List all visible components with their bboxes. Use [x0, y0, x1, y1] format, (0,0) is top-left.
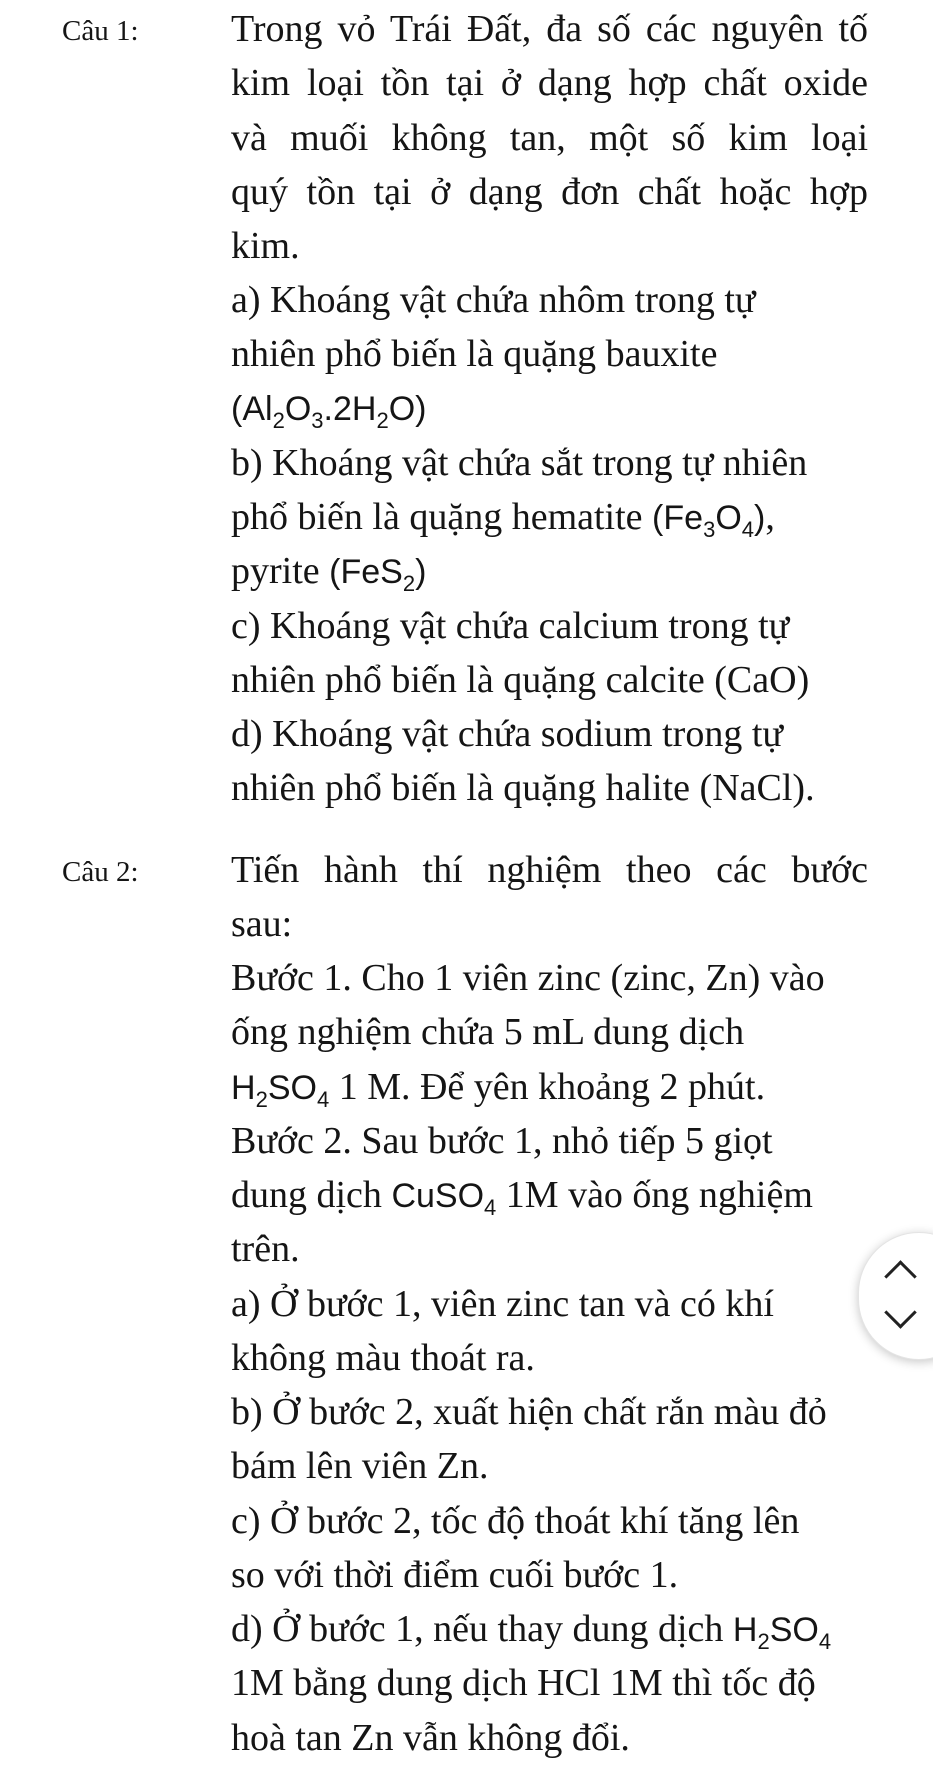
- sulfuric-acid-formula: $H_2SO_4$: [231, 1069, 330, 1112]
- pyrite-formula: (FeS$_2$): [329, 553, 427, 596]
- step-1-line-3: $H_2SO_4$ 1 M. Để yên khoảng 2 phút.: [231, 1066, 766, 1112]
- q1-option-b-line-2: phổ biến là quặng hematite $(Fe_3O_4)$,: [231, 496, 775, 542]
- question-1-stem-line-4: quý tồn tại ở dạng đơn chất hoặc hợp: [231, 171, 868, 213]
- q2-option-b-line-1: b) Ở bước 2, xuất hiện chất rắn màu đỏ: [231, 1391, 827, 1433]
- step-2-line-2: dung dịch CuSO$_4$ 1M vào ống nghiệm: [231, 1174, 813, 1220]
- question-1-label: Câu 1:: [62, 15, 139, 47]
- question-1-stem-line-5: kim.: [231, 225, 300, 267]
- chevron-up-icon[interactable]: [884, 1260, 917, 1293]
- step-1-line-1: Bước 1. Cho 1 viên zinc (zinc, Zn) vào: [231, 957, 825, 999]
- question-1-stem-line-3: và muối không tan, một số kim loại: [231, 117, 868, 159]
- q1-option-c-line-1: c) Khoáng vật chứa calcium trong tự: [231, 605, 790, 647]
- step-2-line-3: trên.: [231, 1228, 300, 1270]
- question-2-line-1: Tiến hành thí nghiệm theo các bước: [231, 849, 868, 891]
- bauxite-formula: $(Al_2O_3.2H_2O)$: [231, 390, 427, 433]
- hematite-formula: $(Fe_3O_4)$: [652, 499, 766, 542]
- q1-option-c-line-2: nhiên phổ biến là quặng calcite (CaO): [231, 659, 810, 701]
- chevron-down-icon[interactable]: [884, 1296, 917, 1329]
- q2-option-d-line-1: d) Ở bước 1, nếu thay dung dịch $H_2SO_4$: [231, 1608, 832, 1654]
- question-1-stem-line-2: kim loại tồn tại ở dạng hợp chất oxide: [231, 62, 868, 104]
- q2-option-c-line-2: so với thời điểm cuối bước 1.: [231, 1554, 679, 1596]
- sulfuric-acid-formula-2: $H_2SO_4$: [732, 1611, 832, 1654]
- q2-option-b-line-2: bám lên viên Zn.: [231, 1445, 489, 1487]
- q2-option-d-line-2: 1M bằng dung dịch HCl 1M thì tốc độ: [231, 1662, 816, 1704]
- q1-option-a-line-2: nhiên phổ biến là quặng bauxite: [231, 333, 718, 375]
- q1-option-b-line-3: pyrite (FeS$_2$): [231, 550, 427, 596]
- q2-option-a-line-2: không màu thoát ra.: [231, 1337, 535, 1379]
- q2-option-a-line-1: a) Ở bước 1, viên zinc tan và có khí: [231, 1283, 774, 1325]
- q1-option-d-line-2: nhiên phổ biến là quặng halite (NaCl).: [231, 767, 815, 809]
- q1-option-d-line-1: d) Khoáng vật chứa sodium trong tự: [231, 713, 783, 755]
- copper-sulfate-formula: CuSO$_4$: [391, 1177, 497, 1220]
- step-1-line-2: ống nghiệm chứa 5 mL dung dịch: [231, 1011, 745, 1053]
- question-1-stem-line-1: Trong vỏ Trái Đất, đa số các nguyên tố: [231, 8, 868, 50]
- question-2-label: Câu 2:: [62, 856, 139, 888]
- q1-option-b-line-1: b) Khoáng vật chứa sắt trong tự nhiên: [231, 442, 808, 484]
- q1-option-a-line-1: a) Khoáng vật chứa nhôm trong tự: [231, 279, 756, 321]
- q2-option-c-line-1: c) Ở bước 2, tốc độ thoát khí tăng lên: [231, 1500, 800, 1542]
- question-2-line-2: sau:: [231, 903, 293, 945]
- q2-option-d-line-3: hoà tan Zn vẫn không đổi.: [231, 1717, 630, 1759]
- step-2-line-1: Bước 2. Sau bước 1, nhỏ tiếp 5 giọt: [231, 1120, 773, 1162]
